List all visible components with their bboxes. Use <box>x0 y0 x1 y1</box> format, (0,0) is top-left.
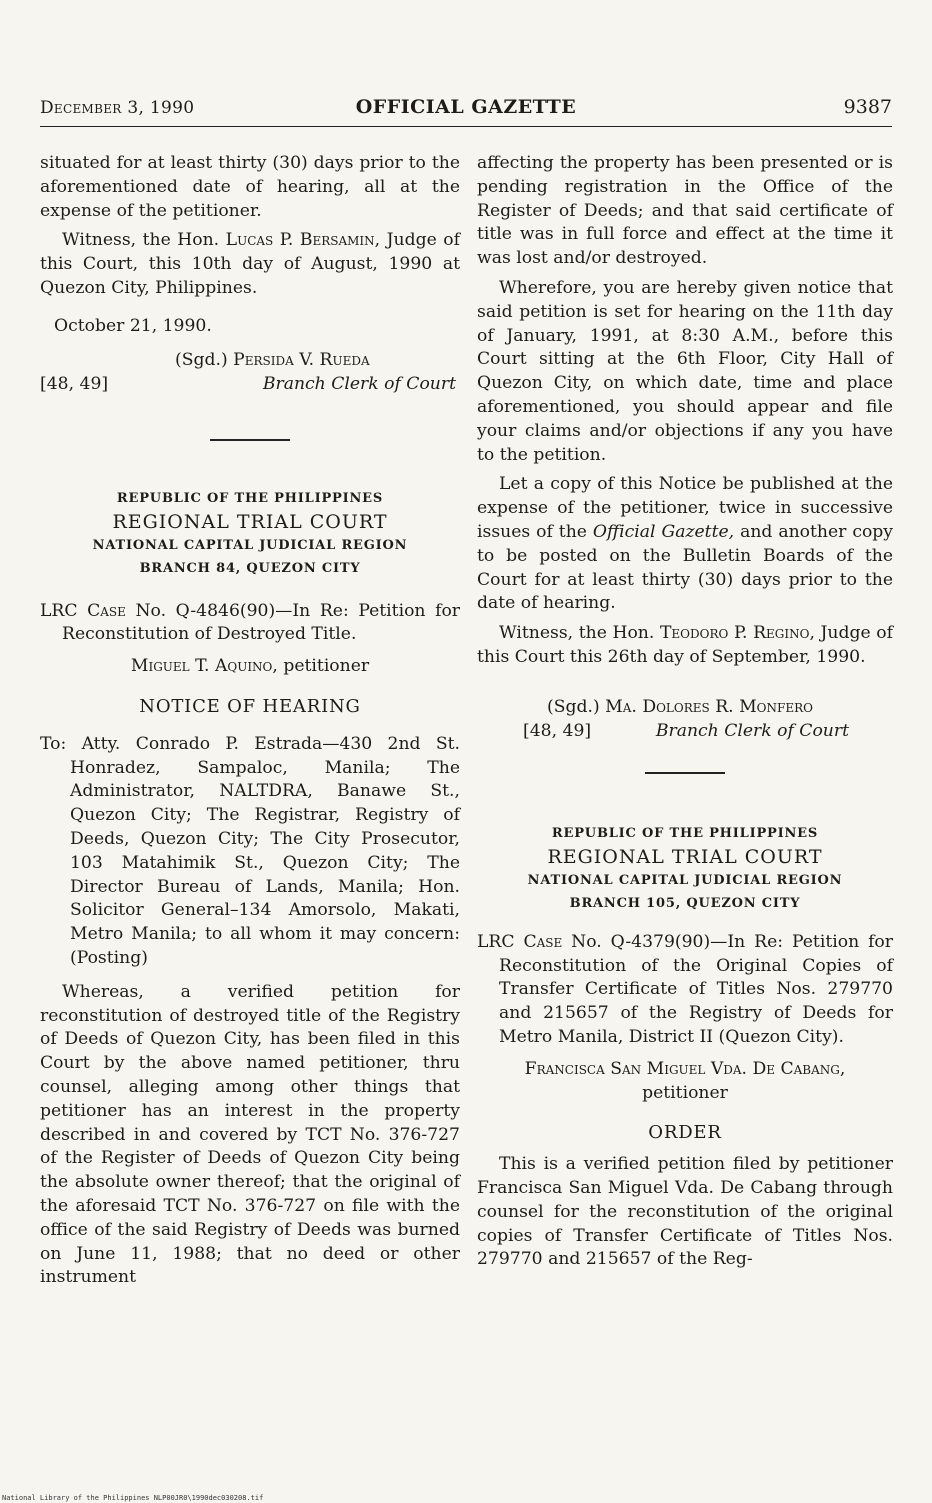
clerk-title: Branch Clerk of Court <box>655 720 849 741</box>
court-heading: REGIONAL TRIAL COURT <box>547 845 823 868</box>
witness-post: Judge of this Court this 26th day of September, 1990. <box>477 623 893 667</box>
section-divider <box>645 772 725 774</box>
sgd-label: (Sgd.) <box>175 349 228 370</box>
left-column <box>40 152 460 1296</box>
whereas-paragraph: Whereas, a verified petition for reconstitution of destroyed title of the Registry of Deeds of Quezon City, has been filed in this Court by the above named petitioner, thru counsel, alleging among other things that petitioner has an interest in the property described in and covered by TCT No. 376-727 of the Register of Deeds of Quezon City being the absolute owner thereof; that the original of the aforesaid TCT No. 376-727 on file with the office of the said Registry of Deeds was burned on June 11, 1988; that no deed or other instrument <box>40 981 460 1288</box>
addressees: To: Atty. Conrado P. Estrada—430 2nd St. Honradez, Sampaloc, Manila; The Administrator, NALTDRA, Banawe St., Quezon City; The Registrar, Registry of Deeds, Quezon City; The City Prosecutor, 103 Matahimik St., Quezon City; The Director Bureau of Lands, Manila; Hon. Solicitor General–134 Amorsolo, Makati, Metro Manila; to all whom it may concern: (Posting) <box>40 733 460 968</box>
branch-heading: BRANCH 105, QUEZON CITY <box>569 895 801 911</box>
case-caption <box>477 931 893 1050</box>
branch-heading: BRANCH 84, QUEZON CITY <box>139 560 361 576</box>
petitioner-role: petitioner <box>642 1082 728 1103</box>
republic-heading: REPUBLIC OF THE PHILIPPINES <box>116 490 384 506</box>
signature-line <box>547 696 813 720</box>
case-prefix: LRC <box>477 931 515 952</box>
witness-paragraph <box>477 622 893 670</box>
publication-paragraph <box>477 473 893 616</box>
publish-pre: Let a copy of this Notice be published at the expense of the petitioner, twice in successive issues of the <box>477 474 893 542</box>
case-text: No. Q-4379(90)—In Re: Petition for Reconstitution of the Original Copies of Transfer Certificate of Titles Nos. 279770 and 215657 of the Registry of Deeds for Metro Manila, District II (Quezon City). <box>499 931 893 1047</box>
section-divider <box>210 439 290 441</box>
issue-reference: [48, 49] <box>523 720 592 741</box>
order-paragraph: This is a verified petition filed by petitioner Francisca San Miguel Vda. De Cabang through counsel for the reconstitution of the original copies of Transfer Certificate of Titles Nos. 279770 and 215657 of the Reg- <box>477 1154 893 1270</box>
region-heading: NATIONAL CAPITAL JUDICIAL REGION <box>527 872 843 888</box>
notice-title: NOTICE OF HEARING <box>139 695 361 717</box>
case-caption <box>40 600 460 648</box>
region-heading: NATIONAL CAPITAL JUDICIAL REGION <box>92 537 408 553</box>
page-number: 9387 <box>843 96 892 118</box>
case-text: No. Q-4846(90)—In Re: Petition for Reconstitution of Destroyed Title. <box>62 600 461 645</box>
signature-line <box>175 349 370 373</box>
judge-name: Lucas P. Bersamin, <box>225 230 381 251</box>
header-rule <box>40 126 892 127</box>
court-heading: REGIONAL TRIAL COURT <box>112 510 388 533</box>
gazette-name: Official Gazette, <box>592 521 735 542</box>
notice-date: October 21, 1990. <box>54 315 212 336</box>
publish-post: and another copy to be posted on the Bulletin Boards of the Court for at least thirty (30) days prior to the date of hearing. <box>477 521 894 614</box>
order-title: ORDER <box>648 1122 722 1144</box>
witness-pre: Witness, the Hon. <box>499 623 655 644</box>
petitioner-line <box>40 655 460 679</box>
wherefore-paragraph: Wherefore, you are hereby given notice that said petition is set for hearing on the 11th day of January, 1991, at 8:30 A.M., before this Court sitting at the 6th Floor, City Hall of Quezon City, on which date, time and place aforementioned, you should appear and file your claims and/or objections if any you have to the petition. <box>477 277 893 465</box>
case-prefix: LRC <box>40 600 78 621</box>
clerk-title: Branch Clerk of Court <box>262 373 456 394</box>
witness-paragraph <box>40 229 460 300</box>
witness-pre: Witness, the Hon. <box>62 230 220 251</box>
petitioner-role: petitioner <box>283 656 370 677</box>
petitioner-name: Francisca San Miguel Vda. De Cabang, <box>524 1058 846 1079</box>
right-column <box>477 152 893 1278</box>
scan-footer: National Library of the Philippines NLP00JR0\1990dec030208.tif <box>2 1494 264 1502</box>
case-word: Case <box>87 600 126 621</box>
continued-paragraph: affecting the property has been presented or is pending registration in the Office of the Register of Deeds; and that said certificate of title was in full force and effect at the time it was lost and/or destroyed. <box>477 153 893 269</box>
issue-reference: [48, 49] <box>40 373 109 394</box>
sgd-label: (Sgd.) <box>547 696 600 717</box>
signature-block <box>40 349 460 399</box>
judge-name: Teodoro P. Regino, <box>659 623 815 644</box>
petitioner-line <box>477 1058 893 1106</box>
issue-date: December 3, 1990 <box>40 98 195 118</box>
signature-block <box>477 696 893 746</box>
petitioner-name: Miguel T. Aquino, <box>130 656 278 677</box>
republic-heading: REPUBLIC OF THE PHILIPPINES <box>551 825 819 841</box>
continued-paragraph: situated for at least thirty (30) days prior to the aforementioned date of hearing, all at the expense of the petitioner. <box>40 153 460 221</box>
page-header <box>40 94 892 122</box>
clerk-name: Ma. Dolores R. Monfero <box>605 696 813 717</box>
witness-post: Judge of this Court, this 10th day of August, 1990 at Quezon City, Philippines. <box>40 230 461 298</box>
clerk-name: Persida V. Rueda <box>233 349 370 370</box>
case-word: Case <box>523 931 563 952</box>
publication-title: OFFICIAL GAZETTE <box>355 96 577 118</box>
